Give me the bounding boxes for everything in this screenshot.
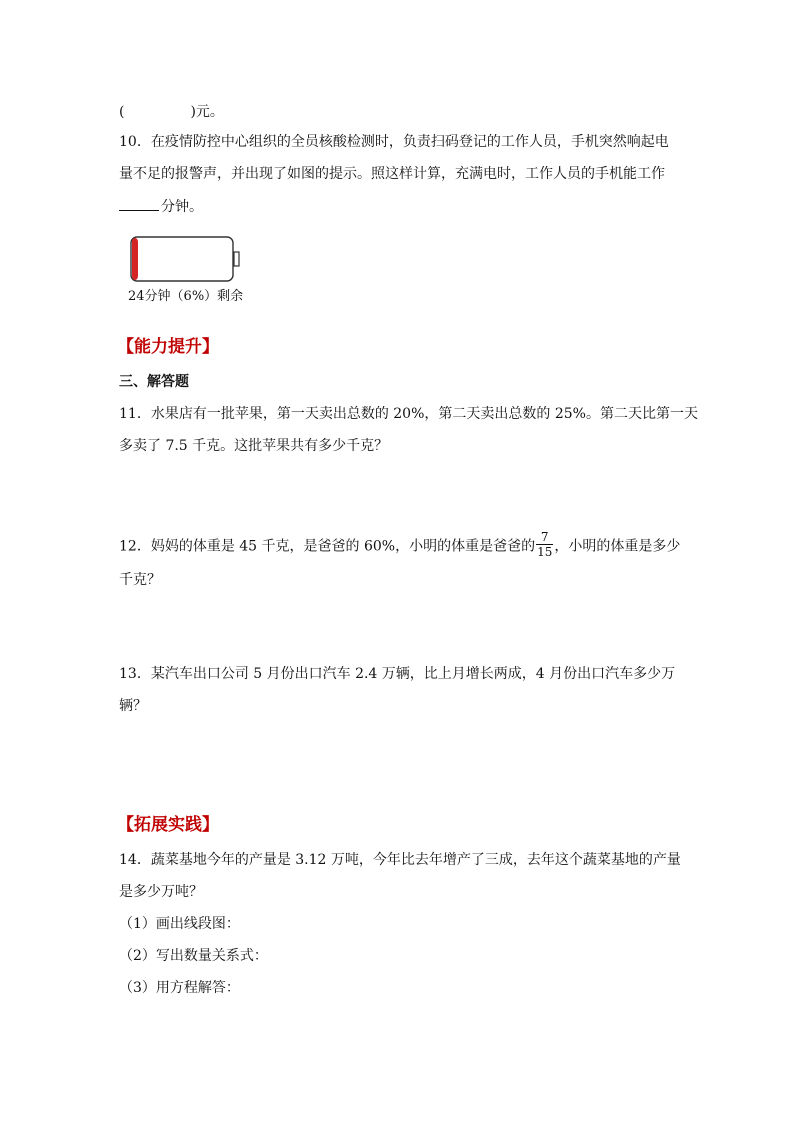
- q12-text-after: ，小明的体重是多少: [554, 538, 681, 555]
- battery-terminal: [234, 252, 239, 266]
- q12-line-1: [119, 532, 680, 561]
- q9-open-paren: (: [119, 104, 125, 120]
- battery-fill: [132, 238, 138, 280]
- q10-line-3: [119, 196, 203, 217]
- q12-line-2: 千克？: [119, 572, 161, 588]
- q10-line-3-suffix: 分钟。: [161, 199, 203, 215]
- q14-line-1: 14．蔬菜基地今年的产量是 3.12 万吨，今年比去年增产了三成，去年这个蔬菜基地的产量: [119, 852, 681, 868]
- q9-close-text: )元。: [190, 104, 224, 120]
- heading-extend: 【拓展实践】: [117, 815, 219, 835]
- q14-sub-2: （2）写出数量关系式：: [119, 948, 268, 964]
- section-title: 三、解答题: [119, 374, 189, 390]
- q10-line-1: 10．在疫情防控中心组织的全员核酸检测时，负责扫码登记的工作人员，手机突然响起电: [119, 134, 669, 150]
- q12-fraction: [536, 530, 553, 559]
- heading-ability: 【能力提升】: [117, 337, 219, 357]
- q11-line-2: 多卖了 7.5 千克。这批苹果共有多少千克？: [119, 438, 389, 454]
- q10-answer-blank[interactable]: [119, 196, 159, 211]
- q12-fraction-denominator: 15: [537, 545, 553, 559]
- q13-line-1: 13．某汽车出口公司 5 月份出口汽车 2.4 万辆，比上月增长两成，4 月份出口汽车多少万: [119, 666, 676, 682]
- q14-sub-3: （3）用方程解答：: [119, 980, 240, 996]
- q14-line-2: 是多少万吨？: [119, 884, 203, 900]
- q11-line-1: 11．水果店有一批苹果，第一天卖出总数的 20%，第二天卖出总数的 25%。第二天比第一天: [119, 406, 698, 422]
- q14-sub-1: （1）画出线段图：: [119, 916, 240, 932]
- q9-answer-line: [119, 102, 224, 122]
- battery-caption: 24分钟（6%）剩余: [128, 289, 244, 304]
- battery-icon: [130, 236, 242, 282]
- q13-line-2: 辆？: [119, 698, 147, 714]
- q10-line-2: 量不足的报警声，并出现了如图的提示。照这样计算，充满电时，工作人员的手机能工作: [119, 166, 665, 182]
- q12-text-before: 12．妈妈的体重是 45 千克，是爸爸的 60%，小明的体重是爸爸的: [119, 538, 536, 555]
- q12-fraction-numerator: 7: [536, 530, 553, 545]
- battery-body: [131, 237, 233, 281]
